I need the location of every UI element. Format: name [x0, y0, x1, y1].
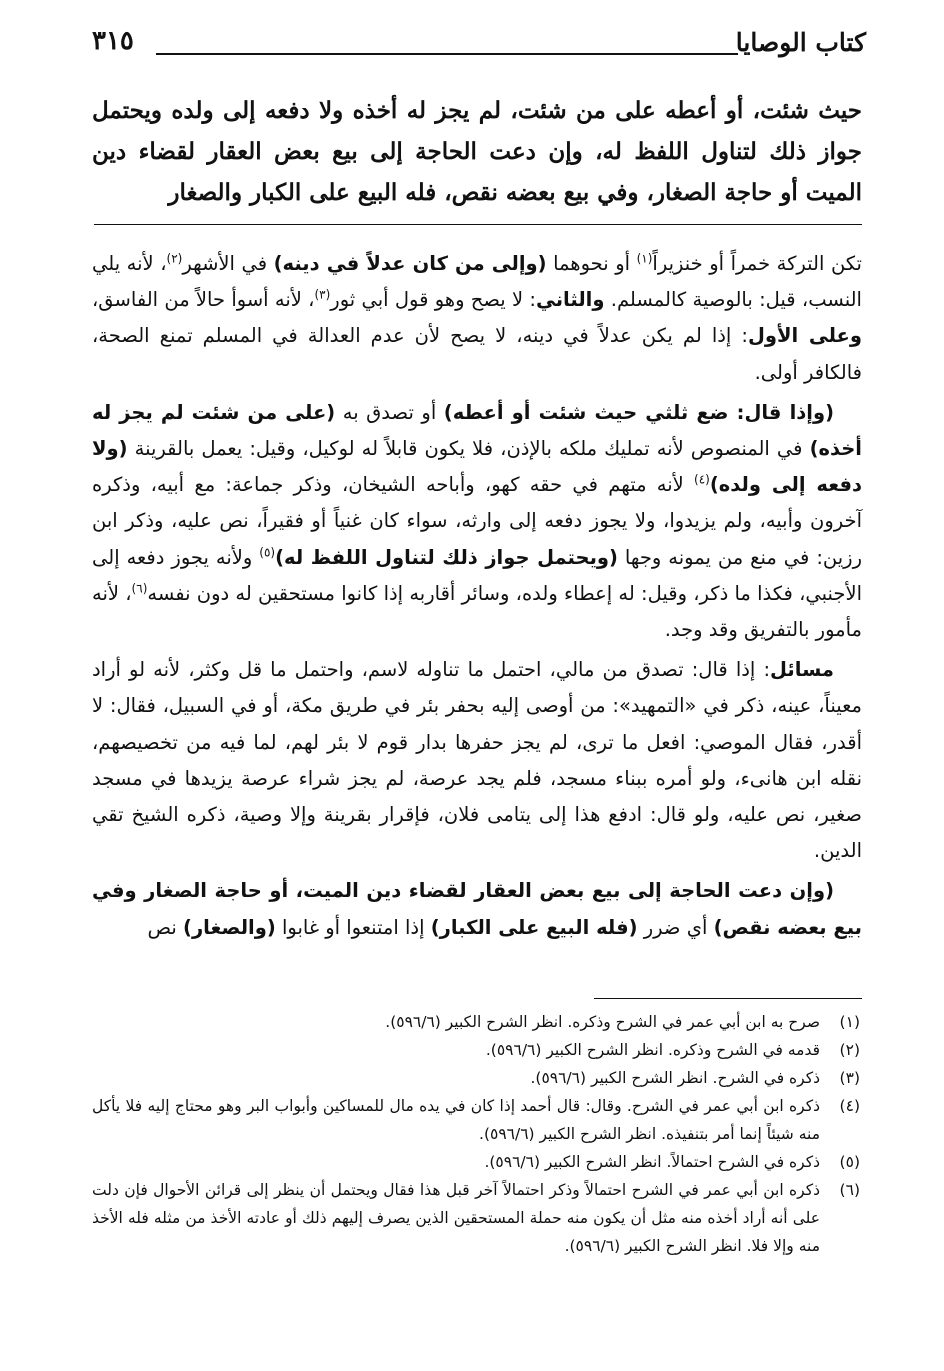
- text-run: ، لأنه مأمور بالتفريق وقد وجد.: [92, 581, 862, 642]
- running-title: كتاب الوصايا: [735, 28, 866, 57]
- footnote-text: ذكره في الشرح. انظر الشرح الكبير (٥٩٦/٦).: [530, 1069, 820, 1087]
- footnote-ref: (٥): [259, 545, 276, 560]
- footnote-number: (٦): [839, 1181, 860, 1199]
- text-run: : لا يصح وهو قول أبي ثور: [330, 288, 536, 312]
- footnote-ref: (٦): [131, 581, 148, 596]
- quoted-matn: (وإن دعت الحاجة إلى بيع بعض العقار لقضاء دين الميت، أو حاجة الصغار وفي بيع بعضه نقص): [92, 879, 862, 939]
- text-run: لأنه متهم في حقه كهو، وأباحه الشيخان، وذكر جماعة: مع أبيه، وذكره آخرون وأبيه، ولم يزيدوا، ولا يجوز دفعه إلى وارثه، سواء كان غنياً أو فقيراً، نص عليه، وذكر ابن رزين: في منع من يمونه وجها: [92, 473, 863, 569]
- main-text: [92, 90, 862, 213]
- footnotes-divider: [594, 998, 862, 999]
- quoted-matn: (وإلى من كان عدلاً في دينه): [273, 252, 547, 275]
- bold-term: وعلى الأول: [747, 324, 863, 348]
- footnote-text: ذكره ابن أبي عمر في الشرح. وقال: قال أحمد إذا كان في يده مال للمساكين وأبواب البر وهو محتاج إليه فلا يأكل منه شيئاً إنما أمر بتنفيذه. انظر الشرح الكبير (٥٩٦/٦).: [92, 1097, 820, 1143]
- footnote-ref: (١): [636, 251, 653, 266]
- text-run: نص: [147, 915, 184, 939]
- text-run: إذا امتنعوا أو غابوا: [275, 915, 431, 939]
- footnote-number: (١): [839, 1013, 860, 1031]
- footnote: [92, 1092, 860, 1148]
- footnote-number: (٣): [839, 1069, 860, 1087]
- text-run: أو تصدق به: [335, 400, 444, 424]
- text-run: ، لأنه يلي النسب، قيل: بالوصية كالمسلم.: [92, 252, 862, 312]
- text-run: في المنصوص لأنه تمليك ملكه بالإذن، فلا يكون قابلاً له لوكيل، وقيل: يعمل بالقرينة: [127, 437, 810, 461]
- commentary-paragraph-2: [92, 395, 862, 648]
- quoted-matn: (ولا دفعه إلى ولده): [92, 437, 862, 497]
- footnote: [92, 1176, 860, 1260]
- footnote-ref: (٤): [694, 472, 710, 487]
- footnote-number: (٥): [839, 1153, 860, 1171]
- quoted-matn: (والصغار): [183, 915, 276, 939]
- text-run: أي ضرر: [637, 915, 714, 939]
- page-number: ٣١٥: [92, 26, 134, 56]
- quoted-matn: (وإذا قال: ضع ثلثي حيث شئت أو أعطه): [443, 400, 834, 424]
- footnotes: [92, 1008, 860, 1260]
- bold-term: مسائل: [770, 658, 834, 682]
- footnote-number: (٤): [839, 1097, 860, 1115]
- quoted-matn: (ويحتمل جواز ذلك لتناول اللفظ له): [275, 545, 618, 569]
- quoted-matn: (فله البيع على الكبار): [430, 915, 638, 939]
- footnote-text: ذكره ابن أبي عمر في الشرح احتمالاً وذكر احتمالاً آخر قبل هذا فقال ويحتمل أن ينظر إلى قرائن الأحوال فإن دلت على أنه أراد أخذه منه مثل أن يكون منه حملة المستحقين الذين يصرف إليهم ذلك أو عادته الأخذ من مثله فله الأخذ منه وإلا فلا. انظر الشرح الكبير (٥٩٦/٦).: [92, 1181, 820, 1255]
- commentary-paragraph-1: [92, 246, 862, 391]
- text-run: أو نحوهما: [546, 252, 637, 275]
- footnote-ref: (٣): [314, 287, 331, 302]
- footnote-ref: (٢): [166, 251, 183, 266]
- footnote-number: (٢): [839, 1041, 860, 1059]
- text-run: في الأشهر: [182, 252, 274, 275]
- page-header: [92, 26, 866, 64]
- main-text-divider: [94, 224, 862, 225]
- main-text-paragraph: حيث شئت، أو أعطه على من شئت، لم يجز له أخذه ولا دفعه إلى ولده ويحتمل جواز ذلك لتناول اللفظ له، وإن دعت الحاجة إلى بيع بعض العقار لقضاء دين الميت أو حاجة الصغار، وفي بيع بعضه نقص، فله البيع على الكبار والصغار: [92, 97, 862, 206]
- footnote-text: قدمه في الشرح وذكره. انظر الشرح الكبير (٥٩٦/٦).: [485, 1041, 820, 1059]
- text-run: ، لأنه أسوأ حالاً من الفاسق،: [92, 288, 315, 312]
- footnote-text: صرح به ابن أبي عمر في الشرح وذكره. انظر الشرح الكبير (٥٩٦/٦).: [385, 1013, 820, 1031]
- text-run: تكن التركة خمراً أو خنزيراً: [652, 252, 862, 275]
- commentary-paragraph-4: [92, 873, 862, 945]
- text-run: ولأنه يجوز دفعه إلى الأجنبي، فكذا ما ذكر، وقيل: له إعطاء ولده، وسائر أقاربه إذا كانوا مستحقين له دون نفسه: [92, 545, 863, 605]
- text-run: : إذا قال: تصدق من مالي، احتمل ما تناوله لاسم، واحتمل ما قل وكثر، لأنه لو أراد معيناً، عينه، ذكر في «التمهيد»: من أوصى إليه بحفر بئر في طريق مكة، أو في السبيل، فقال: لا أقدر، فقال الموصي: افعل ما ترى، لم يجز حفرها بدار قوم لا بئر لهم، لما فيه من تخصيصهم، نقله ابن هانىء، ولو أمره ببناء مسجد، فلم يجد عرصة، لم يجز شراء عرصة يزيدها في مسجد صغير، نص عليه، ولو قال: ادفع هذا إلى يتامى فلان، فإقرار بقرينة وإلا وصية، ذكره الشيخ تقي الدين.: [92, 658, 862, 863]
- footnote: [92, 1148, 860, 1176]
- quoted-matn: (على من شئت لم يجز له أخذه): [92, 400, 862, 461]
- text-run: : إذا لم يكن عدلاً في دينه، لا يصح لأن عدم العدالة في المسلم تمنع الصحة، فالكافر أولى.: [92, 324, 862, 384]
- header-rule: [156, 53, 738, 55]
- footnote: [92, 1008, 860, 1036]
- footnote: [92, 1064, 860, 1092]
- footnote: [92, 1036, 860, 1064]
- commentary-paragraph-3: [92, 652, 862, 869]
- bold-term: والثاني: [535, 288, 605, 312]
- commentary: [92, 246, 862, 950]
- footnote-text: ذكره في الشرح احتمالاً. انظر الشرح الكبير (٥٩٦/٦).: [484, 1153, 820, 1171]
